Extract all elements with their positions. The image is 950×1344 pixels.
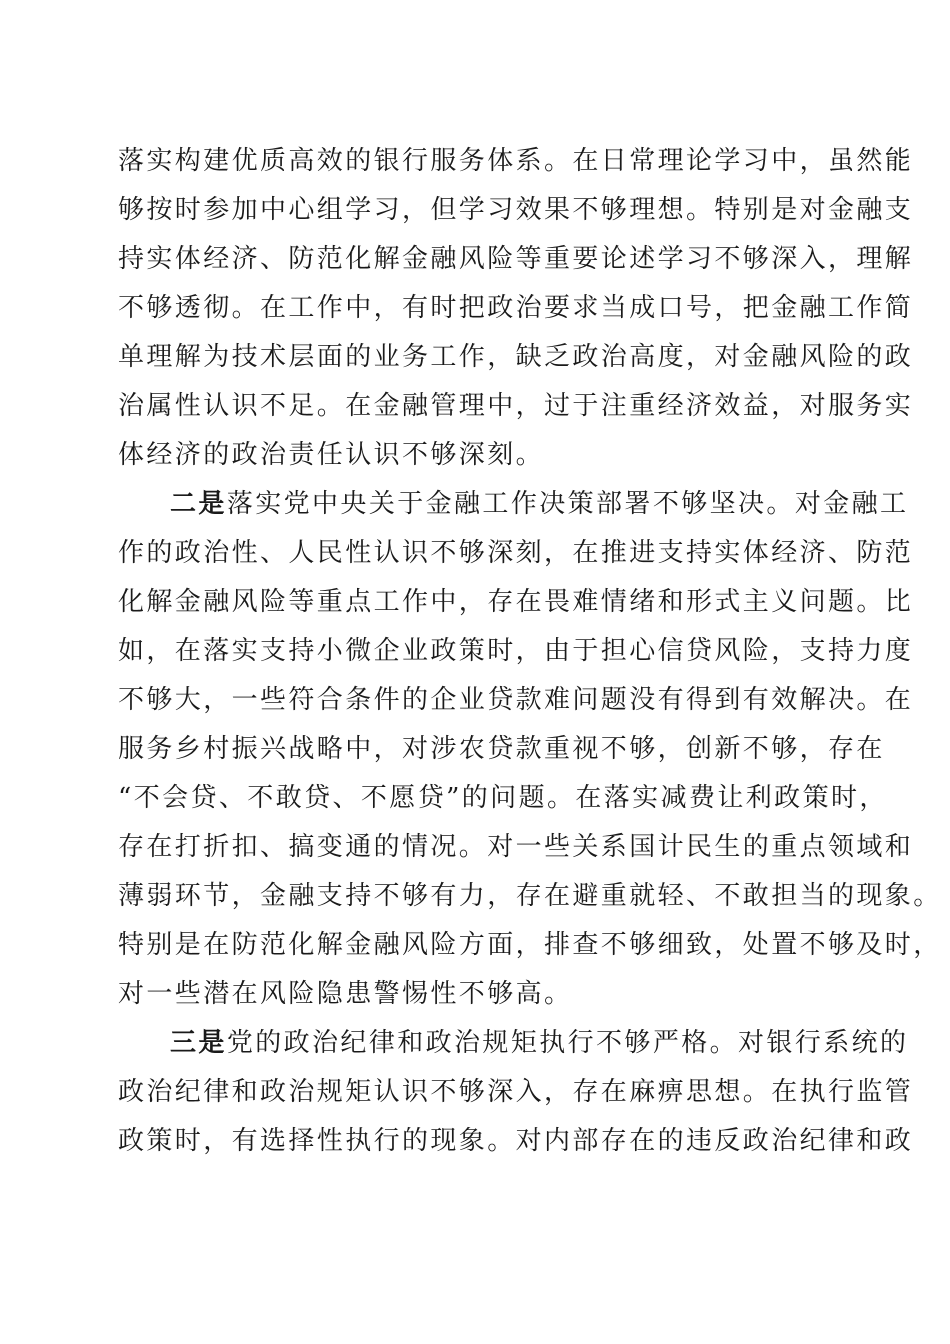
text-line: 持实体经济、防范化解金融风险等重要论述学习不够深入，理解 — [118, 244, 914, 274]
text-line: 政治纪律和政治规矩认识不够深入，存在麻痹思想。在执行监管 — [118, 1077, 914, 1107]
paragraph-lead: 三是 — [170, 1028, 227, 1058]
text-line: 治属性认识不足。在金融管理中，过于注重经济效益，对服务实 — [118, 391, 914, 421]
text-line: 化解金融风险等重点工作中，存在畏难情绪和形式主义问题。比 — [118, 587, 914, 617]
text-line: 单理解为技术层面的业务工作，缺乏政治高度，对金融风险的政 — [118, 342, 914, 372]
paragraph-3 — [118, 1019, 914, 1166]
text-line: 够按时参加中心组学习，但学习效果不够理想。特别是对金融支 — [118, 195, 914, 225]
text-line — [118, 1019, 909, 1068]
paragraph-lead: 二是 — [170, 489, 227, 519]
paragraph-first-line: 党的政治纪律和政治规矩执行不够严格。对银行系统的 — [226, 1028, 909, 1058]
text-line: 不够大，一些符合条件的企业贷款难问题没有得到有效解决。在 — [118, 685, 914, 715]
text-line: 如，在落实支持小微企业政策时，由于担心信贷风险，支持力度 — [118, 636, 914, 666]
text-line: 不够透彻。在工作中，有时把政治要求当成口号，把金融工作简 — [118, 293, 914, 323]
document-body — [118, 137, 942, 1166]
text-line: 服务乡村振兴战略中，对涉农贷款重视不够，创新不够，存在 — [118, 734, 885, 764]
paragraph-first-line: 落实党中央关于金融工作决策部署不够坚决。对金融工 — [226, 489, 909, 519]
text-line — [118, 480, 909, 529]
paragraph-1 — [118, 137, 914, 480]
text-line: “不会贷、不敢贷、不愿贷”的问题。在落实减费让利政策时， — [118, 783, 888, 813]
text-line: 作的政治性、人民性认识不够深刻，在推进支持实体经济、防范 — [118, 538, 914, 568]
paragraph-2 — [118, 480, 942, 1019]
text-line: 存在打折扣、搞变通的情况。对一些关系国计民生的重点领域和 — [118, 832, 914, 862]
text-line: 特别是在防范化解金融风险方面，排查不够细致，处置不够及时， — [118, 930, 942, 960]
text-line: 落实构建优质高效的银行服务体系。在日常理论学习中，虽然能 — [118, 146, 914, 176]
text-line: 对一些潜在风险隐患警惕性不够高。 — [118, 979, 573, 1009]
text-line: 薄弱环节，金融支持不够有力，存在避重就轻、不敢担当的现象。 — [118, 881, 942, 911]
text-line: 体经济的政治责任认识不够深刻。 — [118, 440, 545, 470]
text-line: 政策时，有选择性执行的现象。对内部存在的违反政治纪律和政 — [118, 1126, 914, 1156]
